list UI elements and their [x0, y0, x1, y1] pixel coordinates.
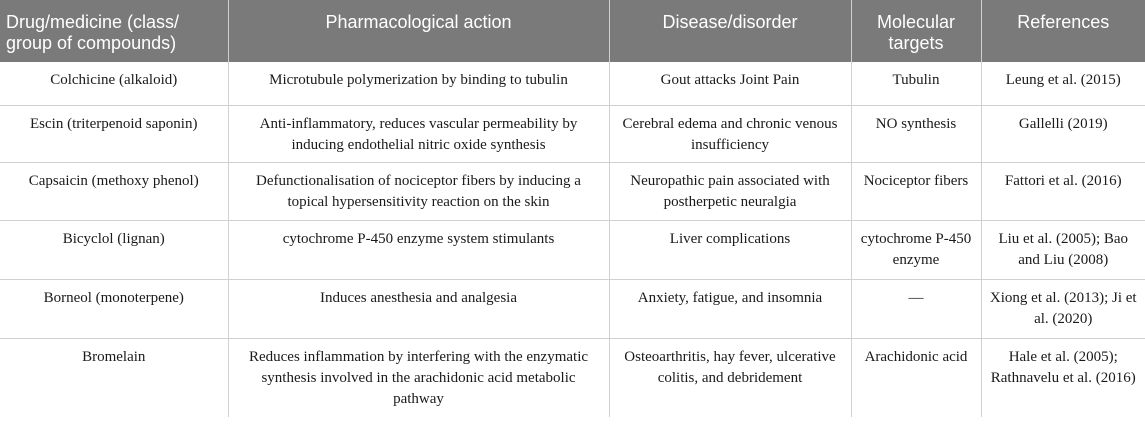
table-row	[0, 162, 1145, 220]
cell-disease: Osteoarthritis, hay fever, ulcerative colitis, and debridement	[609, 338, 851, 417]
cell-action: Induces anesthesia and analgesia	[228, 279, 609, 338]
cell-references: Liu et al. (2005); Bao and Liu (2008)	[981, 220, 1145, 279]
cell-references: Fattori et al. (2016)	[981, 162, 1145, 220]
cell-disease: Anxiety, fatigue, and insomnia	[609, 279, 851, 338]
header-references: References	[981, 0, 1145, 62]
header-disease: Disease/disorder	[609, 0, 851, 62]
table-header	[0, 0, 1145, 62]
table-body	[0, 62, 1145, 417]
cell-drug: Colchicine (alkaloid)	[0, 62, 228, 105]
cell-targets: Tubulin	[851, 62, 981, 105]
cell-disease: Neuropathic pain associated with postherpetic neuralgia	[609, 162, 851, 220]
cell-action: Defunctionalisation of nociceptor fibers by inducing a topical hypersensitivity reaction on the skin	[228, 162, 609, 220]
cell-targets: Arachidonic acid	[851, 338, 981, 417]
cell-targets: Nociceptor fibers	[851, 162, 981, 220]
header-drug: Drug/medicine (class/ group of compounds)	[0, 0, 228, 62]
cell-drug: Bicyclol (lignan)	[0, 220, 228, 279]
table-row	[0, 105, 1145, 162]
cell-action: Microtubule polymerization by binding to tubulin	[228, 62, 609, 105]
cell-disease: Cerebral edema and chronic venous insufficiency	[609, 105, 851, 162]
cell-action: cytochrome P-450 enzyme system stimulants	[228, 220, 609, 279]
cell-action: Anti-inflammatory, reduces vascular permeability by inducing endothelial nitric oxide synthesis	[228, 105, 609, 162]
table-row	[0, 338, 1145, 417]
cell-disease: Liver complications	[609, 220, 851, 279]
table-row	[0, 62, 1145, 105]
cell-references: Xiong et al. (2013); Ji et al. (2020)	[981, 279, 1145, 338]
table-row	[0, 279, 1145, 338]
cell-targets: cytochrome P-450 enzyme	[851, 220, 981, 279]
table-row	[0, 220, 1145, 279]
cell-action: Reduces inflammation by interfering with the enzymatic synthesis involved in the arachidonic acid metabolic pathway	[228, 338, 609, 417]
cell-drug: Capsaicin (methoxy phenol)	[0, 162, 228, 220]
cell-drug: Bromelain	[0, 338, 228, 417]
cell-references: Hale et al. (2005); Rathnavelu et al. (2016)	[990, 348, 1136, 386]
cell-references: Leung et al. (2015)	[981, 62, 1145, 105]
header-action: Pharmacological action	[228, 0, 609, 62]
cell-targets: —	[851, 279, 981, 338]
cell-drug: Escin (triterpenoid saponin)	[0, 105, 228, 162]
cell-disease: Gout attacks Joint Pain	[609, 62, 851, 105]
cell-targets: NO synthesis	[851, 105, 981, 162]
cell-references: Gallelli (2019)	[981, 105, 1145, 162]
cell-drug: Borneol (monoterpene)	[0, 279, 228, 338]
header-targets: Molecular targets	[851, 0, 981, 62]
header-row	[0, 0, 1145, 62]
